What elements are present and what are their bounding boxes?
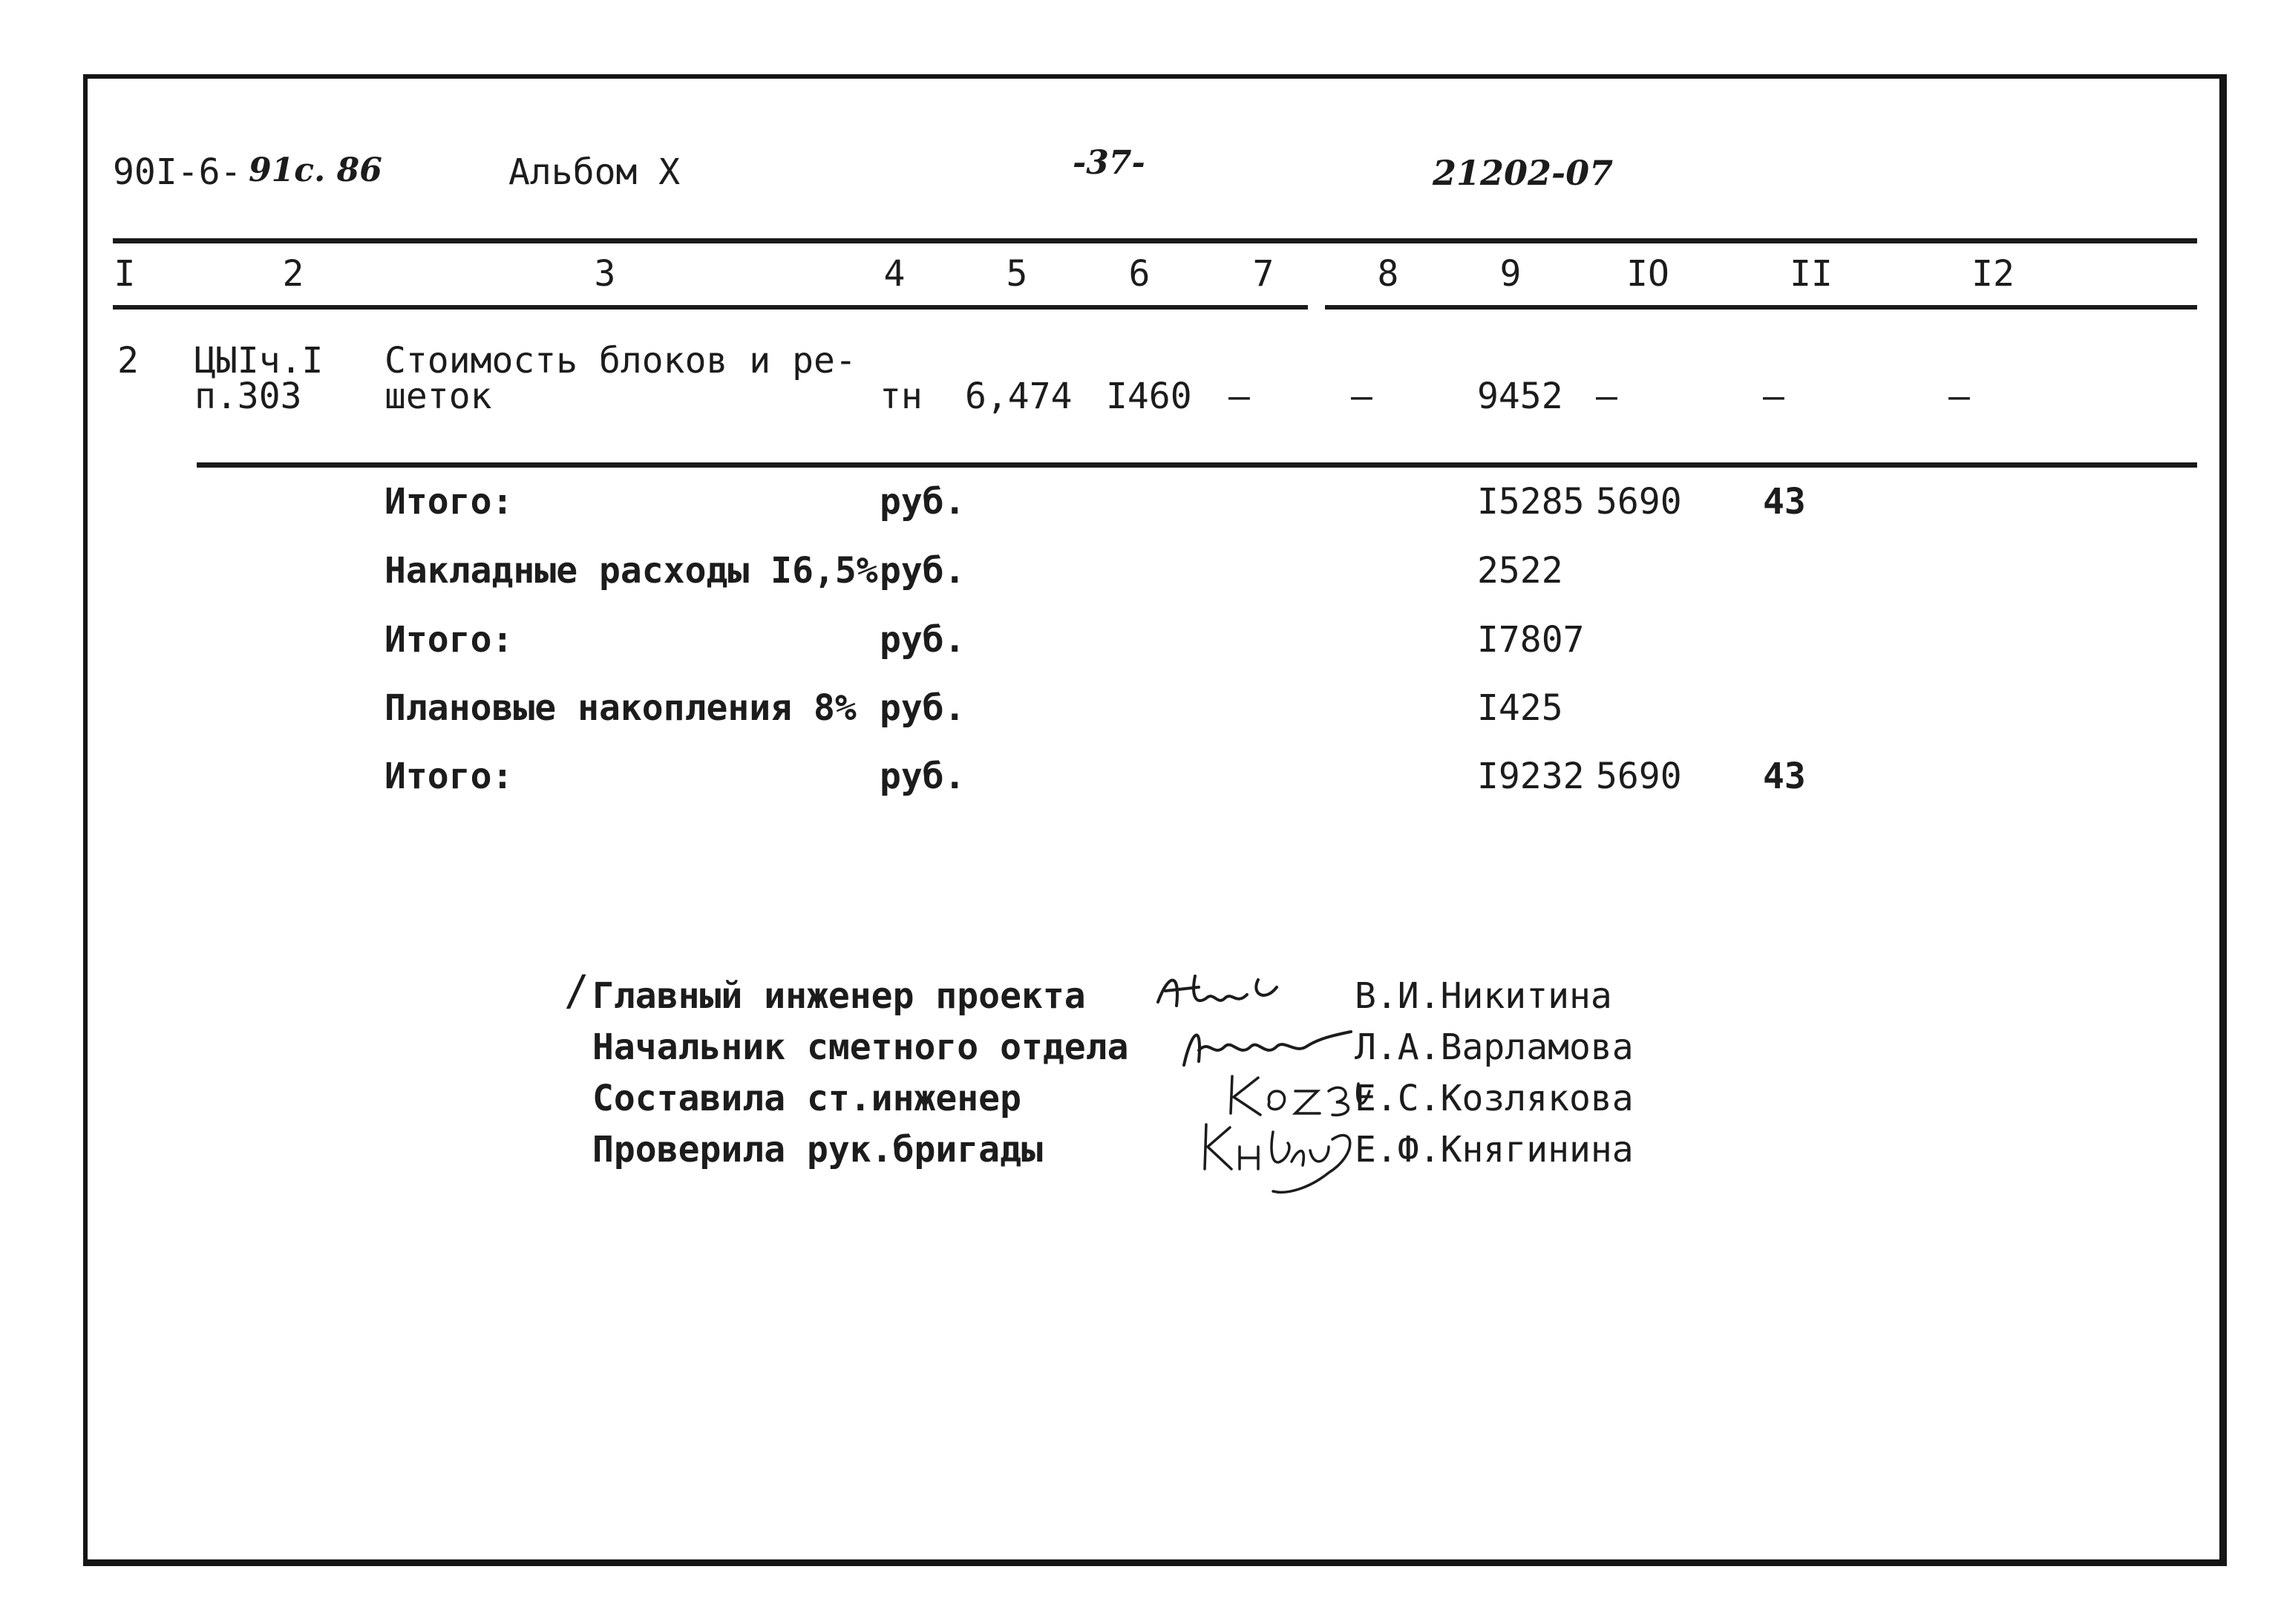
item-ref-line2: п.303 (194, 376, 302, 417)
summary-unit: руб. (880, 619, 966, 661)
summary-col10: 5690 (1596, 756, 1682, 797)
album-label: Альбом X (508, 151, 681, 193)
header-bottom-rule-right (1325, 305, 2197, 310)
doc-code-prefix: 90I-6- (113, 151, 242, 193)
summary-label: Итого: (384, 619, 514, 661)
col-header-2: 2 (282, 253, 304, 295)
doc-code-handwritten: 91c. 86 (249, 151, 382, 189)
col-header-10: IO (1626, 253, 1669, 295)
item-desc-line1: Стоимость блоков и ре- (384, 340, 857, 382)
summary-col9: 2522 (1477, 550, 1563, 592)
summary-col11: 43 (1763, 481, 1806, 523)
signature-name: Е.С.Козлякова (1355, 1078, 1634, 1119)
signature-slash-mark: / (564, 967, 589, 1015)
col-header-7: 7 (1252, 253, 1274, 295)
summary-col9: I7807 (1477, 619, 1585, 661)
signature-name: В.И.Никитина (1355, 975, 1612, 1017)
signature-scribble-4 (1199, 1117, 1377, 1199)
signature-role: Составила ст.инженер (592, 1078, 1021, 1119)
item-col7: – (1228, 376, 1250, 417)
header-bottom-rule-left (113, 305, 1308, 310)
signature-scribble-1 (1154, 965, 1303, 1017)
page-frame (83, 74, 2227, 1566)
signature-name: Л.А.Варламова (1355, 1027, 1634, 1068)
col-header-6: 6 (1128, 253, 1151, 295)
col-header-8: 8 (1377, 253, 1399, 295)
summary-col11: 43 (1763, 756, 1806, 797)
item-unit: тн (880, 376, 923, 417)
col-header-3: 3 (594, 253, 616, 295)
item-col12: – (1948, 376, 1970, 417)
item-qty: 6,474 (965, 376, 1073, 417)
signature-scribble-3 (1225, 1069, 1373, 1121)
signature-role: Начальник сметного отдела (592, 1027, 1129, 1068)
summary-col9: I425 (1477, 687, 1563, 729)
item-col8: – (1351, 376, 1372, 417)
summary-col10: 5690 (1596, 481, 1682, 523)
summary-unit: руб. (880, 687, 966, 729)
item-price: I460 (1106, 376, 1192, 417)
item-number: 2 (117, 340, 139, 382)
summary-label: Итого: (384, 756, 514, 797)
signature-scribble-2 (1169, 1017, 1362, 1076)
item-col9: 9452 (1477, 376, 1563, 417)
item-col10: – (1596, 376, 1617, 417)
summary-col9: I9232 (1477, 756, 1585, 797)
summary-label: Плановые накопления 8% (384, 687, 857, 729)
signature-role: Главный инженер проекта (592, 975, 1086, 1017)
doc-number: 21202-07 (1433, 153, 1614, 193)
summary-unit: руб. (880, 756, 966, 797)
summary-col9: I5285 (1477, 481, 1585, 523)
col-header-12: I2 (1971, 253, 2015, 295)
item-col11: – (1763, 376, 1784, 417)
header-top-rule (113, 238, 2197, 243)
col-header-11: II (1790, 253, 1833, 295)
col-header-9: 9 (1499, 253, 1522, 295)
row-separator-rule (197, 462, 2197, 468)
item-ref-line1: ЦЫIч.I (194, 340, 324, 382)
summary-unit: руб. (880, 481, 966, 523)
col-header-1: I (114, 253, 136, 295)
signature-name: Е.Ф.Княгинина (1355, 1129, 1634, 1170)
col-header-5: 5 (1006, 253, 1028, 295)
item-desc-line2: шеток (384, 376, 492, 417)
summary-label: Накладные расходы I6,5% (384, 550, 878, 592)
col-header-4: 4 (883, 253, 906, 295)
page-number: -37- (1073, 144, 1145, 182)
summary-unit: руб. (880, 550, 966, 592)
signature-role: Проверила рук.бригады (592, 1129, 1043, 1170)
summary-label: Итого: (384, 481, 514, 523)
